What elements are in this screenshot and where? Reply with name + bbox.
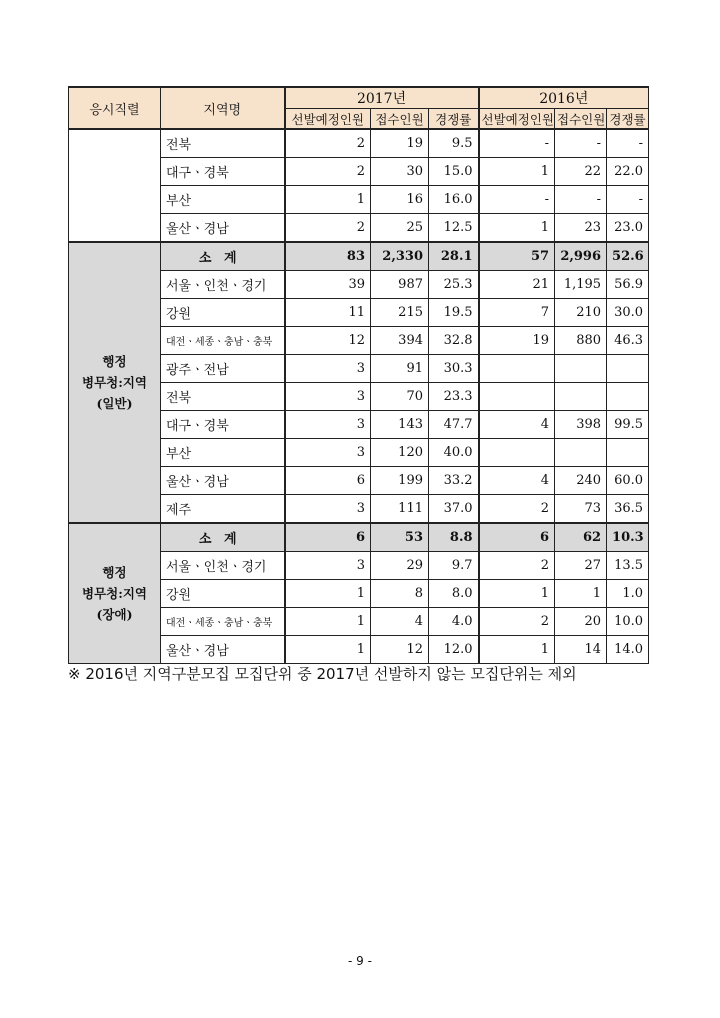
group-disabled: [69, 523, 649, 664]
region-cell: 서울ㆍ인천ㆍ경기: [161, 552, 285, 580]
applicants-2017: 19: [371, 129, 429, 158]
category-line: 병무청:지역: [82, 375, 147, 390]
planned-2017: 3: [285, 495, 371, 524]
applicants-2017: 53: [371, 523, 429, 552]
applicants-2016: [555, 355, 607, 383]
ratio-2017: 23.3: [429, 383, 479, 411]
planned-2017: 3: [285, 439, 371, 467]
planned-2016: 4: [479, 467, 555, 495]
header-col-planned-2017: 선발예정인원: [285, 109, 371, 130]
category-line: 행정: [102, 354, 127, 369]
planned-2017: 6: [285, 523, 371, 552]
planned-2016: 7: [479, 299, 555, 327]
planned-2017: 3: [285, 411, 371, 439]
applicants-2016: 14: [555, 636, 607, 664]
ratio-2016: 52.6: [607, 242, 649, 271]
ratio-2016: 1.0: [607, 580, 649, 608]
applicants-2017: 16: [371, 186, 429, 214]
applicants-2017: 394: [371, 327, 429, 355]
table-row: [69, 129, 649, 158]
region-cell: 대전ㆍ세종ㆍ충남ㆍ충북: [161, 327, 285, 355]
ratio-2016: -: [607, 129, 649, 158]
applicants-2016: -: [555, 186, 607, 214]
region-cell: 부산: [161, 186, 285, 214]
region-cell: 대구ㆍ경북: [161, 158, 285, 186]
applicants-2016: [555, 439, 607, 467]
planned-2017: 2: [285, 158, 371, 186]
header-region: 지역명: [161, 87, 285, 129]
ratio-2016: 30.0: [607, 299, 649, 327]
applicants-2016: [555, 383, 607, 411]
ratio-2016: 56.9: [607, 271, 649, 299]
header-col-ratio-2016: 경쟁률: [607, 109, 649, 130]
applicants-2017: 199: [371, 467, 429, 495]
region-cell: 전북: [161, 383, 285, 411]
ratio-2017: 25.3: [429, 271, 479, 299]
category-line: (일반): [96, 396, 133, 411]
ratio-2016: 10.3: [607, 523, 649, 552]
ratio-2016: [607, 439, 649, 467]
planned-2017: 6: [285, 467, 371, 495]
planned-2016: [479, 383, 555, 411]
region-cell: 울산ㆍ경남: [161, 214, 285, 243]
applicants-2016: 23: [555, 214, 607, 243]
planned-2017: 2: [285, 214, 371, 243]
ratio-2017: 19.5: [429, 299, 479, 327]
applicants-2017: 111: [371, 495, 429, 524]
footnote: ※ 2016년 지역구분모집 모집단위 중 2017년 선발하지 않는 모집단위는 제외: [68, 665, 577, 683]
region-cell: 광주ㆍ전남: [161, 355, 285, 383]
header-col-applicants-2016: 접수인원: [555, 109, 607, 130]
region-cell: 대구ㆍ경북: [161, 411, 285, 439]
region-cell: 울산ㆍ경남: [161, 467, 285, 495]
applicants-2017: 8: [371, 580, 429, 608]
planned-2016: 1: [479, 214, 555, 243]
header-category: 응시직렬: [69, 87, 161, 129]
applicants-2016: 2,996: [555, 242, 607, 271]
applicants-2017: 25: [371, 214, 429, 243]
planned-2017: 1: [285, 636, 371, 664]
planned-2016: 1: [479, 636, 555, 664]
subtotal-label: 소 계: [161, 523, 285, 552]
subtotal-row: [69, 242, 649, 271]
planned-2017: 12: [285, 327, 371, 355]
region-cell: 대전ㆍ세종ㆍ충남ㆍ충북: [161, 608, 285, 636]
applicants-2016: 27: [555, 552, 607, 580]
region-cell: 강원: [161, 299, 285, 327]
subtotal-row: [69, 523, 649, 552]
header-year-2017: 2017년: [285, 87, 479, 109]
header-col-planned-2016: 선발예정인원: [479, 109, 555, 130]
group-general: [69, 242, 649, 523]
ratio-2017: 9.5: [429, 129, 479, 158]
planned-2016: -: [479, 186, 555, 214]
ratio-2016: 23.0: [607, 214, 649, 243]
applicants-2017: 70: [371, 383, 429, 411]
planned-2017: 1: [285, 580, 371, 608]
ratio-2017: 33.2: [429, 467, 479, 495]
planned-2016: 57: [479, 242, 555, 271]
region-cell: 강원: [161, 580, 285, 608]
planned-2017: 39: [285, 271, 371, 299]
category-line: 병무청:지역: [82, 586, 147, 601]
ratio-2017: 9.7: [429, 552, 479, 580]
planned-2016: [479, 439, 555, 467]
planned-2017: 3: [285, 552, 371, 580]
ratio-2017: 37.0: [429, 495, 479, 524]
region-cell: 부산: [161, 439, 285, 467]
header-year-2016: 2016년: [479, 87, 649, 109]
region-cell: 서울ㆍ인천ㆍ경기: [161, 271, 285, 299]
ratio-2017: 15.0: [429, 158, 479, 186]
applicants-2016: 1: [555, 580, 607, 608]
ratio-2016: 10.0: [607, 608, 649, 636]
ratio-2017: 32.8: [429, 327, 479, 355]
group-continued: [69, 129, 649, 242]
planned-2017: 1: [285, 608, 371, 636]
applicants-2016: 20: [555, 608, 607, 636]
ratio-2016: 14.0: [607, 636, 649, 664]
applicants-2016: 240: [555, 467, 607, 495]
applicants-2017: 91: [371, 355, 429, 383]
ratio-2017: 12.5: [429, 214, 479, 243]
applicants-2017: 4: [371, 608, 429, 636]
planned-2016: -: [479, 129, 555, 158]
planned-2016: [479, 355, 555, 383]
applicants-2016: 22: [555, 158, 607, 186]
header-col-applicants-2017: 접수인원: [371, 109, 429, 130]
planned-2016: 1: [479, 158, 555, 186]
applicants-2016: 398: [555, 411, 607, 439]
ratio-2017: 47.7: [429, 411, 479, 439]
ratio-2016: 46.3: [607, 327, 649, 355]
ratio-2017: 4.0: [429, 608, 479, 636]
category-cell-empty: [69, 129, 161, 242]
applicants-2017: 143: [371, 411, 429, 439]
recruitment-table: [68, 86, 649, 664]
planned-2017: 2: [285, 129, 371, 158]
region-cell: 울산ㆍ경남: [161, 636, 285, 664]
applicants-2017: 29: [371, 552, 429, 580]
applicants-2016: 73: [555, 495, 607, 524]
subtotal-label: 소 계: [161, 242, 285, 271]
page-number: - 9 -: [348, 954, 372, 968]
category-cell: [69, 523, 161, 664]
region-cell: 전북: [161, 129, 285, 158]
applicants-2016: 1,195: [555, 271, 607, 299]
category-line: (장애): [96, 607, 133, 622]
planned-2017: 1: [285, 186, 371, 214]
header-col-ratio-2017: 경쟁률: [429, 109, 479, 130]
applicants-2017: 120: [371, 439, 429, 467]
ratio-2016: 99.5: [607, 411, 649, 439]
applicants-2016: 880: [555, 327, 607, 355]
ratio-2017: 8.8: [429, 523, 479, 552]
planned-2016: 1: [479, 580, 555, 608]
ratio-2016: [607, 383, 649, 411]
ratio-2016: [607, 355, 649, 383]
planned-2016: 19: [479, 327, 555, 355]
ratio-2017: 40.0: [429, 439, 479, 467]
category-line: 행정: [102, 565, 127, 580]
ratio-2017: 16.0: [429, 186, 479, 214]
region-cell: 제주: [161, 495, 285, 524]
planned-2016: 2: [479, 495, 555, 524]
applicants-2016: 62: [555, 523, 607, 552]
category-cell: [69, 242, 161, 523]
planned-2017: 3: [285, 355, 371, 383]
planned-2016: 2: [479, 552, 555, 580]
ratio-2016: -: [607, 186, 649, 214]
applicants-2017: 987: [371, 271, 429, 299]
applicants-2017: 30: [371, 158, 429, 186]
planned-2016: 4: [479, 411, 555, 439]
ratio-2017: 12.0: [429, 636, 479, 664]
applicants-2017: 12: [371, 636, 429, 664]
ratio-2017: 28.1: [429, 242, 479, 271]
planned-2016: 6: [479, 523, 555, 552]
planned-2017: 83: [285, 242, 371, 271]
ratio-2017: 8.0: [429, 580, 479, 608]
ratio-2016: 13.5: [607, 552, 649, 580]
applicants-2016: 210: [555, 299, 607, 327]
applicants-2017: 2,330: [371, 242, 429, 271]
planned-2017: 3: [285, 383, 371, 411]
ratio-2016: 60.0: [607, 467, 649, 495]
ratio-2017: 30.3: [429, 355, 479, 383]
planned-2016: 2: [479, 608, 555, 636]
applicants-2017: 215: [371, 299, 429, 327]
ratio-2016: 22.0: [607, 158, 649, 186]
planned-2017: 11: [285, 299, 371, 327]
applicants-2016: -: [555, 129, 607, 158]
planned-2016: 21: [479, 271, 555, 299]
ratio-2016: 36.5: [607, 495, 649, 524]
